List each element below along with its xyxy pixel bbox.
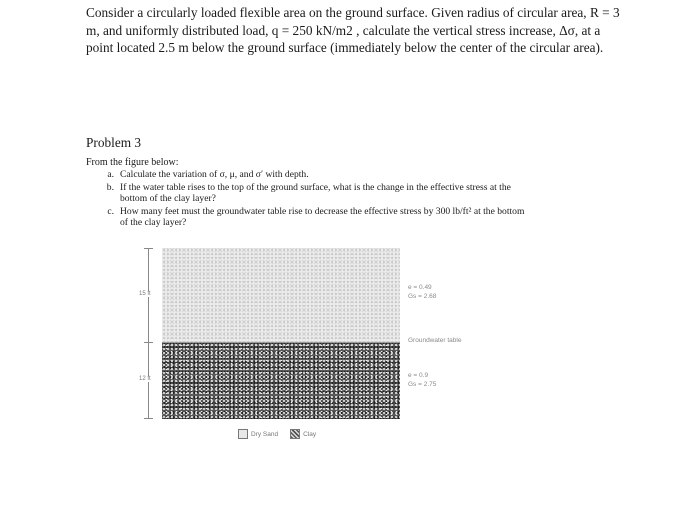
question-text: If the water table rises to the top of the ground surface, what is the change in the effective stress at the bottom of the clay layer?	[120, 181, 511, 205]
clay-properties	[408, 372, 436, 389]
clay-void-ratio: e = 0.9	[408, 372, 429, 379]
legend-item-sand	[238, 429, 278, 439]
groundwater-table-label: Groundwater table	[408, 337, 462, 344]
legend-item-clay	[290, 429, 316, 439]
legend-clay-label: Clay	[303, 430, 317, 438]
question-letter: c.	[107, 205, 114, 217]
dimension-tick	[144, 418, 153, 419]
clay-swatch-icon	[290, 429, 300, 439]
problem-title: Problem 3	[86, 135, 142, 150]
legend-sand-label: Dry Sand	[251, 430, 279, 438]
sand-properties	[408, 284, 436, 301]
question-c	[86, 206, 526, 229]
question-letter: b.	[106, 181, 114, 193]
question-letter: a.	[107, 169, 114, 180]
question-text: Calculate the variation of σ, μ, and σ′ with depth.	[120, 169, 309, 180]
problem-statement: Consider a circularly loaded flexible area on the ground surface. Given radius of circular area, R = 3 m, and uniformly distributed load, q = 250 kN/m2 , calculate the vertical stress increase, Δσ, at a point located 2.5 m below the ground surface (immediately below the center of the circular area).	[86, 5, 620, 55]
clay-layer	[162, 343, 400, 419]
sand-void-ratio: e = 0.49	[408, 284, 432, 291]
sand-specific-gravity: Gs = 2.68	[408, 292, 437, 300]
figure-intro: From the figure below:	[86, 157, 179, 168]
sand-swatch-icon	[238, 429, 248, 439]
question-a	[86, 169, 526, 181]
question-text: How many feet must the groundwater table rise to decrease the effective stress by 300 lb/ft² at the bottom of the clay layer?	[120, 205, 525, 229]
question-list	[86, 169, 526, 230]
question-b	[86, 182, 526, 205]
figure-legend	[238, 429, 328, 439]
clay-specific-gravity: Gs = 2.75	[408, 380, 437, 388]
dry-sand-layer	[162, 248, 400, 342]
sand-depth-label: 15 ft	[139, 291, 151, 297]
clay-depth-label: 12 ft	[139, 376, 151, 382]
soil-profile-figure	[130, 236, 490, 448]
